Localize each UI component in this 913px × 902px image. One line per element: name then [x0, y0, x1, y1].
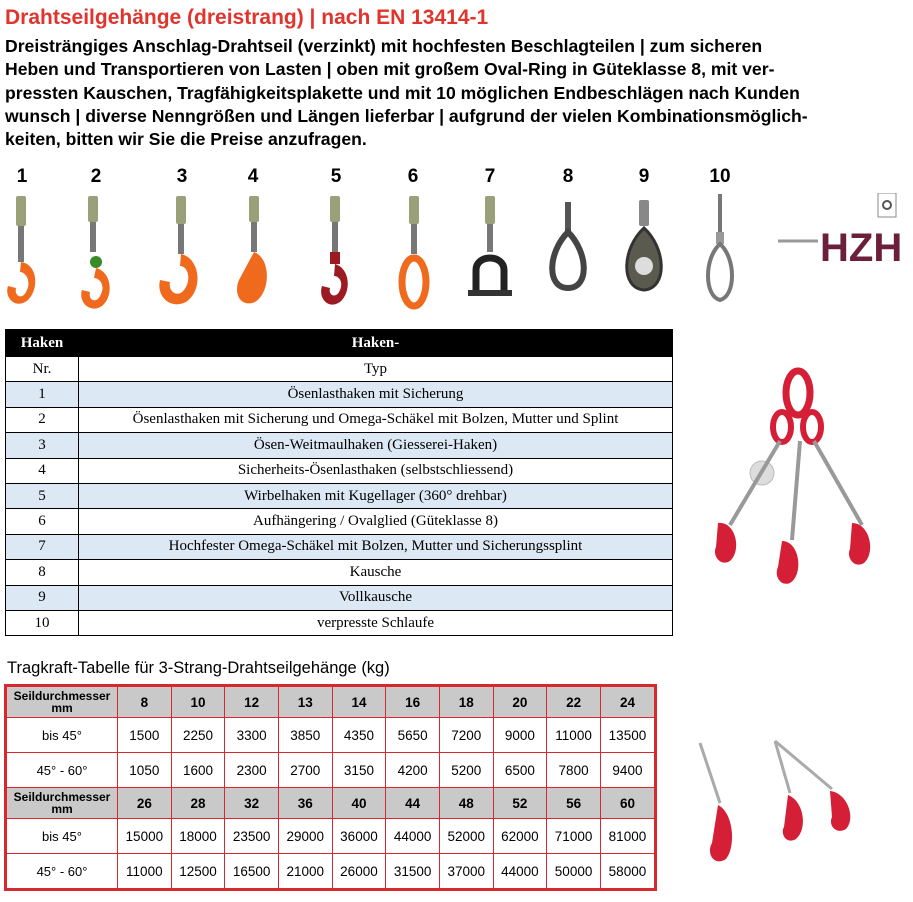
diameter-cell: 13: [278, 686, 332, 718]
hook-type: Hochfester Omega-Schäkel mit Bolzen, Mutter und Sicherungssplint: [79, 534, 673, 559]
load-cell: 16500: [225, 854, 279, 890]
load-cell: 62000: [493, 819, 547, 854]
load-cell: 15000: [118, 819, 172, 854]
fitting-4: [223, 160, 283, 320]
load-cell: 5650: [386, 718, 440, 753]
hook-type: Vollkausche: [79, 585, 673, 610]
fitting-number: 8: [562, 166, 574, 187]
fitting-8: [538, 160, 598, 320]
load-cell: 9000: [493, 718, 547, 753]
load-cell: 36000: [332, 819, 386, 854]
load-cell: 2300: [225, 753, 279, 788]
table-row: [6, 560, 673, 585]
diameter-cell: 8: [118, 686, 172, 718]
diameter-cell: 14: [332, 686, 386, 718]
diameter-cell: 18: [439, 686, 493, 718]
end-fittings-row: [0, 160, 913, 325]
load-cell: 58000: [600, 854, 655, 890]
swivel-hook-icon: [306, 192, 366, 312]
header-label: Seildurchmesser mm: [6, 788, 118, 819]
eye-hook-icon: [0, 192, 52, 312]
load-cell: 11000: [547, 718, 601, 753]
fitting-number: 6: [407, 166, 419, 187]
load-cell: 44000: [493, 854, 547, 890]
diameter-cell: 44: [386, 788, 440, 819]
table-row: [6, 382, 673, 407]
load-cell: 3300: [225, 718, 279, 753]
diameter-cell: 60: [600, 788, 655, 819]
table-row: [6, 585, 673, 610]
subheader-cell: Nr.: [6, 357, 79, 382]
load-cell: 71000: [547, 819, 601, 854]
fitting-number: 10: [709, 166, 731, 187]
hook-nr: 8: [6, 560, 79, 585]
load-cell: 7200: [439, 718, 493, 753]
load-cell: 3850: [278, 718, 332, 753]
omega-shackle-icon: [460, 192, 520, 312]
angle-label: 45° - 60°: [6, 854, 118, 890]
diameter-cell: 28: [171, 788, 225, 819]
table-row: [6, 610, 673, 635]
hook-type: Ösen-Weitmaulhaken (Giesserei-Haken): [79, 433, 673, 458]
description-line: Dreisträngiges Anschlag-Drahtseil (verzinkt) mit hochfesten Beschlagteilen | zum sicheren: [5, 36, 763, 56]
diameter-cell: 10: [171, 686, 225, 718]
diameter-cell: 40: [332, 788, 386, 819]
diameter-cell: 22: [547, 686, 601, 718]
diameter-cell: 36: [278, 788, 332, 819]
fitting-number: 3: [176, 166, 188, 187]
hook-types-table: [5, 329, 673, 636]
table-row: [6, 458, 673, 483]
fitting-number: 9: [638, 166, 650, 187]
description-line: Heben und Transportieren von Lasten | oben mit großem Oval-Ring in Güteklasse 8, mit ver-: [5, 59, 775, 80]
hook-nr: 7: [6, 534, 79, 559]
hook-type: Wirbelhaken mit Kugellager (360° drehbar): [79, 483, 673, 508]
fitting-1: [0, 160, 52, 320]
diameter-cell: 56: [547, 788, 601, 819]
foundry-hook-icon: [152, 192, 212, 312]
load-capacity-table: [4, 684, 657, 891]
table-row: [6, 407, 673, 432]
angle-label: bis 45°: [6, 718, 118, 753]
load-cell: 44000: [386, 819, 440, 854]
load-cell: 9400: [600, 753, 655, 788]
load-cell: 50000: [547, 854, 601, 890]
fitting-number: 4: [247, 166, 259, 187]
load-cell: 1500: [118, 718, 172, 753]
thimble-icon: [538, 192, 598, 312]
hook-type: Ösenlasthaken mit Sicherung: [79, 382, 673, 407]
oval-ring-icon: [383, 192, 443, 312]
hook-nr: 10: [6, 610, 79, 635]
hook-nr: 3: [6, 433, 79, 458]
hook-type: verpresste Schlaufe: [79, 610, 673, 635]
product-description: [5, 35, 910, 151]
load-cell: 3150: [332, 753, 386, 788]
table-row: [6, 483, 673, 508]
diameter-cell: 12: [225, 686, 279, 718]
load-cell: 12500: [171, 854, 225, 890]
fitting-3: [152, 160, 212, 320]
load-cell: 2250: [171, 718, 225, 753]
subheader-cell: Typ: [79, 357, 673, 382]
diameter-cell: 48: [439, 788, 493, 819]
load-cell: 1050: [118, 753, 172, 788]
description-line: wunsch | diverse Nenngrößen und Längen lieferbar | aufgrund der vielen Kombinationsmöglich-: [5, 105, 808, 126]
hook-type: Ösenlasthaken mit Sicherung und Omega-Schäkel mit Bolzen, Mutter und Splint: [79, 407, 673, 432]
fitting-5: [306, 160, 366, 320]
load-cell: 2700: [278, 753, 332, 788]
diameter-cell: 26: [118, 788, 172, 819]
load-cell: 23500: [225, 819, 279, 854]
logo-text: HZH: [820, 226, 903, 270]
hook-nr: 2: [6, 407, 79, 432]
hook-nr: 1: [6, 382, 79, 407]
load-cell: 52000: [439, 819, 493, 854]
column-header: Haken: [6, 330, 79, 357]
hook-nr: 5: [6, 483, 79, 508]
load-cell: 6500: [493, 753, 547, 788]
angle-label: bis 45°: [6, 819, 118, 854]
fitting-9: [614, 160, 674, 320]
load-cell: 5200: [439, 753, 493, 788]
load-cell: 81000: [600, 819, 655, 854]
load-cell: 29000: [278, 819, 332, 854]
hook-type: Kausche: [79, 560, 673, 585]
hook-nr: 9: [6, 585, 79, 610]
description-line: pressten Kauschen, Tragfähigkeitsplakette und mit 10 möglichen Endbeschlägen nach Kunden: [5, 82, 800, 103]
load-cell: 11000: [118, 854, 172, 890]
fitting-number: 1: [16, 166, 28, 187]
load-cell: 37000: [439, 854, 493, 890]
description-line: keiten, bitten wir Sie die Preise anzufragen.: [5, 129, 367, 150]
load-cell: 21000: [278, 854, 332, 890]
fitting-number: 5: [330, 166, 342, 187]
load-table-caption: Tragkraft-Tabelle für 3-Strang-Drahtseilgehänge (kg): [7, 659, 390, 677]
load-cell: 1600: [171, 753, 225, 788]
fitting-6: [383, 160, 443, 320]
header-label: Seildurchmesser mm: [6, 686, 118, 718]
load-cell: 13500: [600, 718, 655, 753]
diameter-cell: 24: [600, 686, 655, 718]
diameter-cell: 52: [493, 788, 547, 819]
hook-nr: 6: [6, 509, 79, 534]
sling-hooks-image: [690, 735, 905, 895]
safety-hook-icon: [223, 192, 283, 312]
hook-type: Sicherheits-Ösenlasthaken (selbstschliessend): [79, 458, 673, 483]
table-row: [6, 433, 673, 458]
angle-label: 45° - 60°: [6, 753, 118, 788]
solid-thimble-icon: [614, 192, 674, 312]
diameter-cell: 32: [225, 788, 279, 819]
table-row: [6, 509, 673, 534]
fitting-7: [460, 160, 520, 320]
load-cell: 26000: [332, 854, 386, 890]
load-cell: 31500: [386, 854, 440, 890]
fitting-number: 2: [90, 166, 102, 187]
pressed-loop-icon: [690, 192, 750, 312]
load-cell: 7800: [547, 753, 601, 788]
load-cell: 4200: [386, 753, 440, 788]
three-leg-sling-image: [690, 365, 905, 605]
shackle-hook-icon: [66, 192, 126, 312]
diameter-cell: 20: [493, 686, 547, 718]
hzh-logo: [778, 193, 908, 273]
load-cell: 4350: [332, 718, 386, 753]
table-row: [6, 534, 673, 559]
hook-nr: 4: [6, 458, 79, 483]
diameter-cell: 16: [386, 686, 440, 718]
page-title: Drahtseilgehänge (dreistrang) | nach EN 13414-1: [5, 6, 489, 29]
fitting-10: [690, 160, 750, 320]
fitting-number: 7: [484, 166, 496, 187]
load-cell: 18000: [171, 819, 225, 854]
hook-type: Aufhängering / Ovalglied (Güteklasse 8): [79, 509, 673, 534]
column-header: Haken-: [79, 330, 673, 357]
fitting-2: [66, 160, 126, 320]
